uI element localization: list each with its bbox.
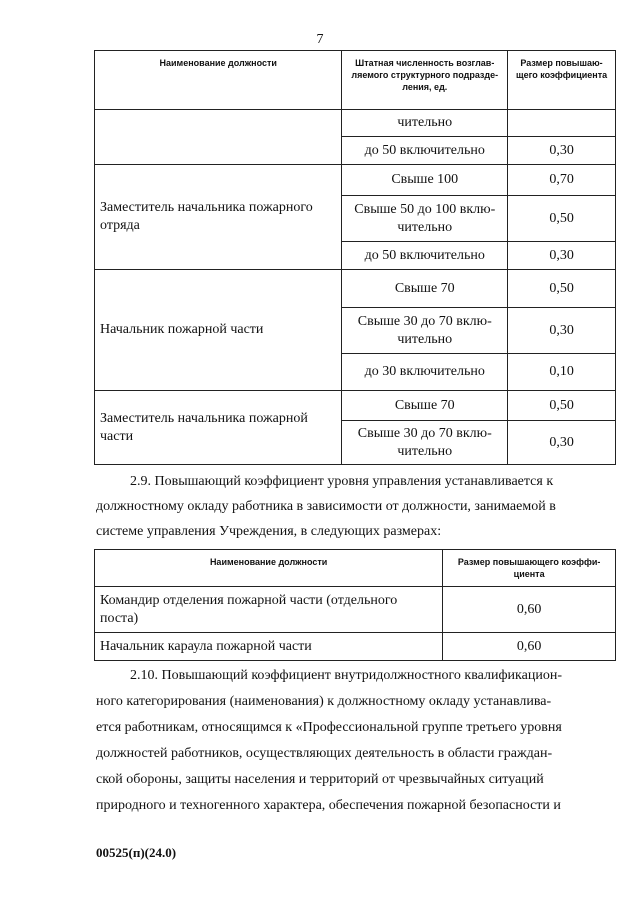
coefficient-cell: 0,30: [508, 421, 616, 465]
paragraph-line: ской обороны, защиты населения и территорий от чрезвычайных ситуаций: [96, 772, 544, 787]
table-row: [95, 633, 616, 661]
coefficient-cell: 0,30: [508, 242, 616, 270]
coefficient-cell: 0,70: [508, 165, 616, 196]
staff-count-cell: до 30 включительно: [342, 354, 508, 391]
staff-count-line: Свыше 50 до 100 вклю-: [354, 201, 496, 217]
table-header-row: [95, 51, 616, 110]
position-cell: [95, 110, 342, 165]
table-row: [95, 391, 616, 421]
staff-count-cell: чительно: [342, 110, 508, 137]
paragraph-line: природного и техногенного характера, обеспечения пожарной безопасности и: [96, 798, 561, 813]
header-position: Наименование должности: [95, 550, 443, 587]
staff-count-cell: Свыше 70: [342, 270, 508, 308]
position-line: Начальник пожарной части: [100, 322, 264, 337]
position-line: Заместитель начальника пожарной: [100, 410, 308, 426]
paragraph-line: 2.10. Повышающий коэффициент внутридолжностного квалификацион-: [130, 668, 562, 683]
paragraph-line: 2.9. Повышающий коэффициент уровня управления устанавливается к: [130, 474, 554, 489]
paragraph-line: ется работникам, относящимся к «Профессиональной группе третьего уровня: [96, 720, 562, 735]
position-line: Начальник караула пожарной части: [100, 638, 312, 654]
position-line: части: [100, 428, 134, 444]
staff-count-cell: Свыше 100: [342, 165, 508, 196]
coefficient-cell: [508, 110, 616, 137]
header-staff-count-line: Штатная численность возглав-: [355, 58, 495, 68]
staff-count-cell: [342, 308, 508, 354]
coefficient-cell: 0,50: [508, 196, 616, 242]
table-header-row: [95, 550, 616, 587]
coefficient-cell: 0,50: [508, 391, 616, 421]
header-coefficient-line: Размер повышаю-: [520, 58, 603, 68]
position-line: Заместитель начальника пожарного: [100, 200, 313, 215]
staff-count-line: чительно: [397, 219, 453, 235]
position-cell: [95, 633, 443, 661]
table-row: [95, 587, 616, 633]
paragraph-line: должностному окладу работника в зависимости от должности, занимаемой в: [96, 499, 556, 514]
header-coefficient: [508, 51, 616, 110]
page-number: 7: [316, 32, 324, 47]
paragraph-2-10: [96, 663, 600, 819]
staff-count-line: чительно: [397, 443, 453, 459]
coefficient-cell: 0,30: [508, 137, 616, 165]
staff-count-cell: [342, 196, 508, 242]
header-staff-count-line: ления, ед.: [402, 82, 448, 92]
coefficient-cell: 0,50: [508, 270, 616, 308]
position-cell: [95, 587, 443, 633]
header-coefficient-line: циента: [513, 569, 545, 579]
position-line: поста): [100, 610, 139, 626]
staff-count-line: чительно: [397, 331, 453, 347]
header-staff-count: [342, 51, 508, 110]
coefficient-cell: 0,60: [443, 633, 616, 661]
paragraph-line: ного категорирования (наименования) к должностному окладу устанавлива-: [96, 694, 552, 709]
position-cell: [95, 391, 342, 465]
table-row: [95, 270, 616, 308]
coefficient-cell: 0,30: [508, 308, 616, 354]
coefficient-cell: 0,10: [508, 354, 616, 391]
header-coefficient: [443, 550, 616, 587]
position-line: Командир отделения пожарной части (отдельного: [100, 592, 398, 608]
header-coefficient-line: Размер повышающего коэффи-: [457, 557, 601, 567]
table-row: [95, 110, 616, 137]
position-line: отряда: [100, 218, 140, 233]
paragraph-line: должностей работников, осуществляющих деятельность в области граждан-: [96, 746, 553, 761]
table-row: [95, 165, 616, 196]
coefficient-table-management: [94, 549, 616, 661]
paragraph-2-9: [96, 469, 600, 544]
staff-count-line: Свыше 30 до 70 вклю-: [357, 313, 492, 329]
staff-count-cell: до 50 включительно: [342, 137, 508, 165]
staff-count-cell: до 50 включительно: [342, 242, 508, 270]
position-cell: [95, 165, 342, 270]
header-coefficient-line: щего коэффициента: [515, 70, 608, 80]
paragraph-line: системе управления Учреждения, в следующих размерах:: [96, 524, 442, 539]
staff-count-cell: [342, 421, 508, 465]
position-cell: [95, 270, 342, 391]
coefficient-cell: 0,60: [443, 587, 616, 633]
header-staff-count-line: ляемого структурного подразде-: [351, 70, 499, 80]
staff-count-line: Свыше 30 до 70 вклю-: [357, 425, 492, 441]
header-position: Наименование должности: [95, 51, 342, 110]
document-code: 00525(п)(24.0): [96, 845, 177, 860]
coefficient-table-structural: [94, 50, 616, 465]
staff-count-cell: Свыше 70: [342, 391, 508, 421]
